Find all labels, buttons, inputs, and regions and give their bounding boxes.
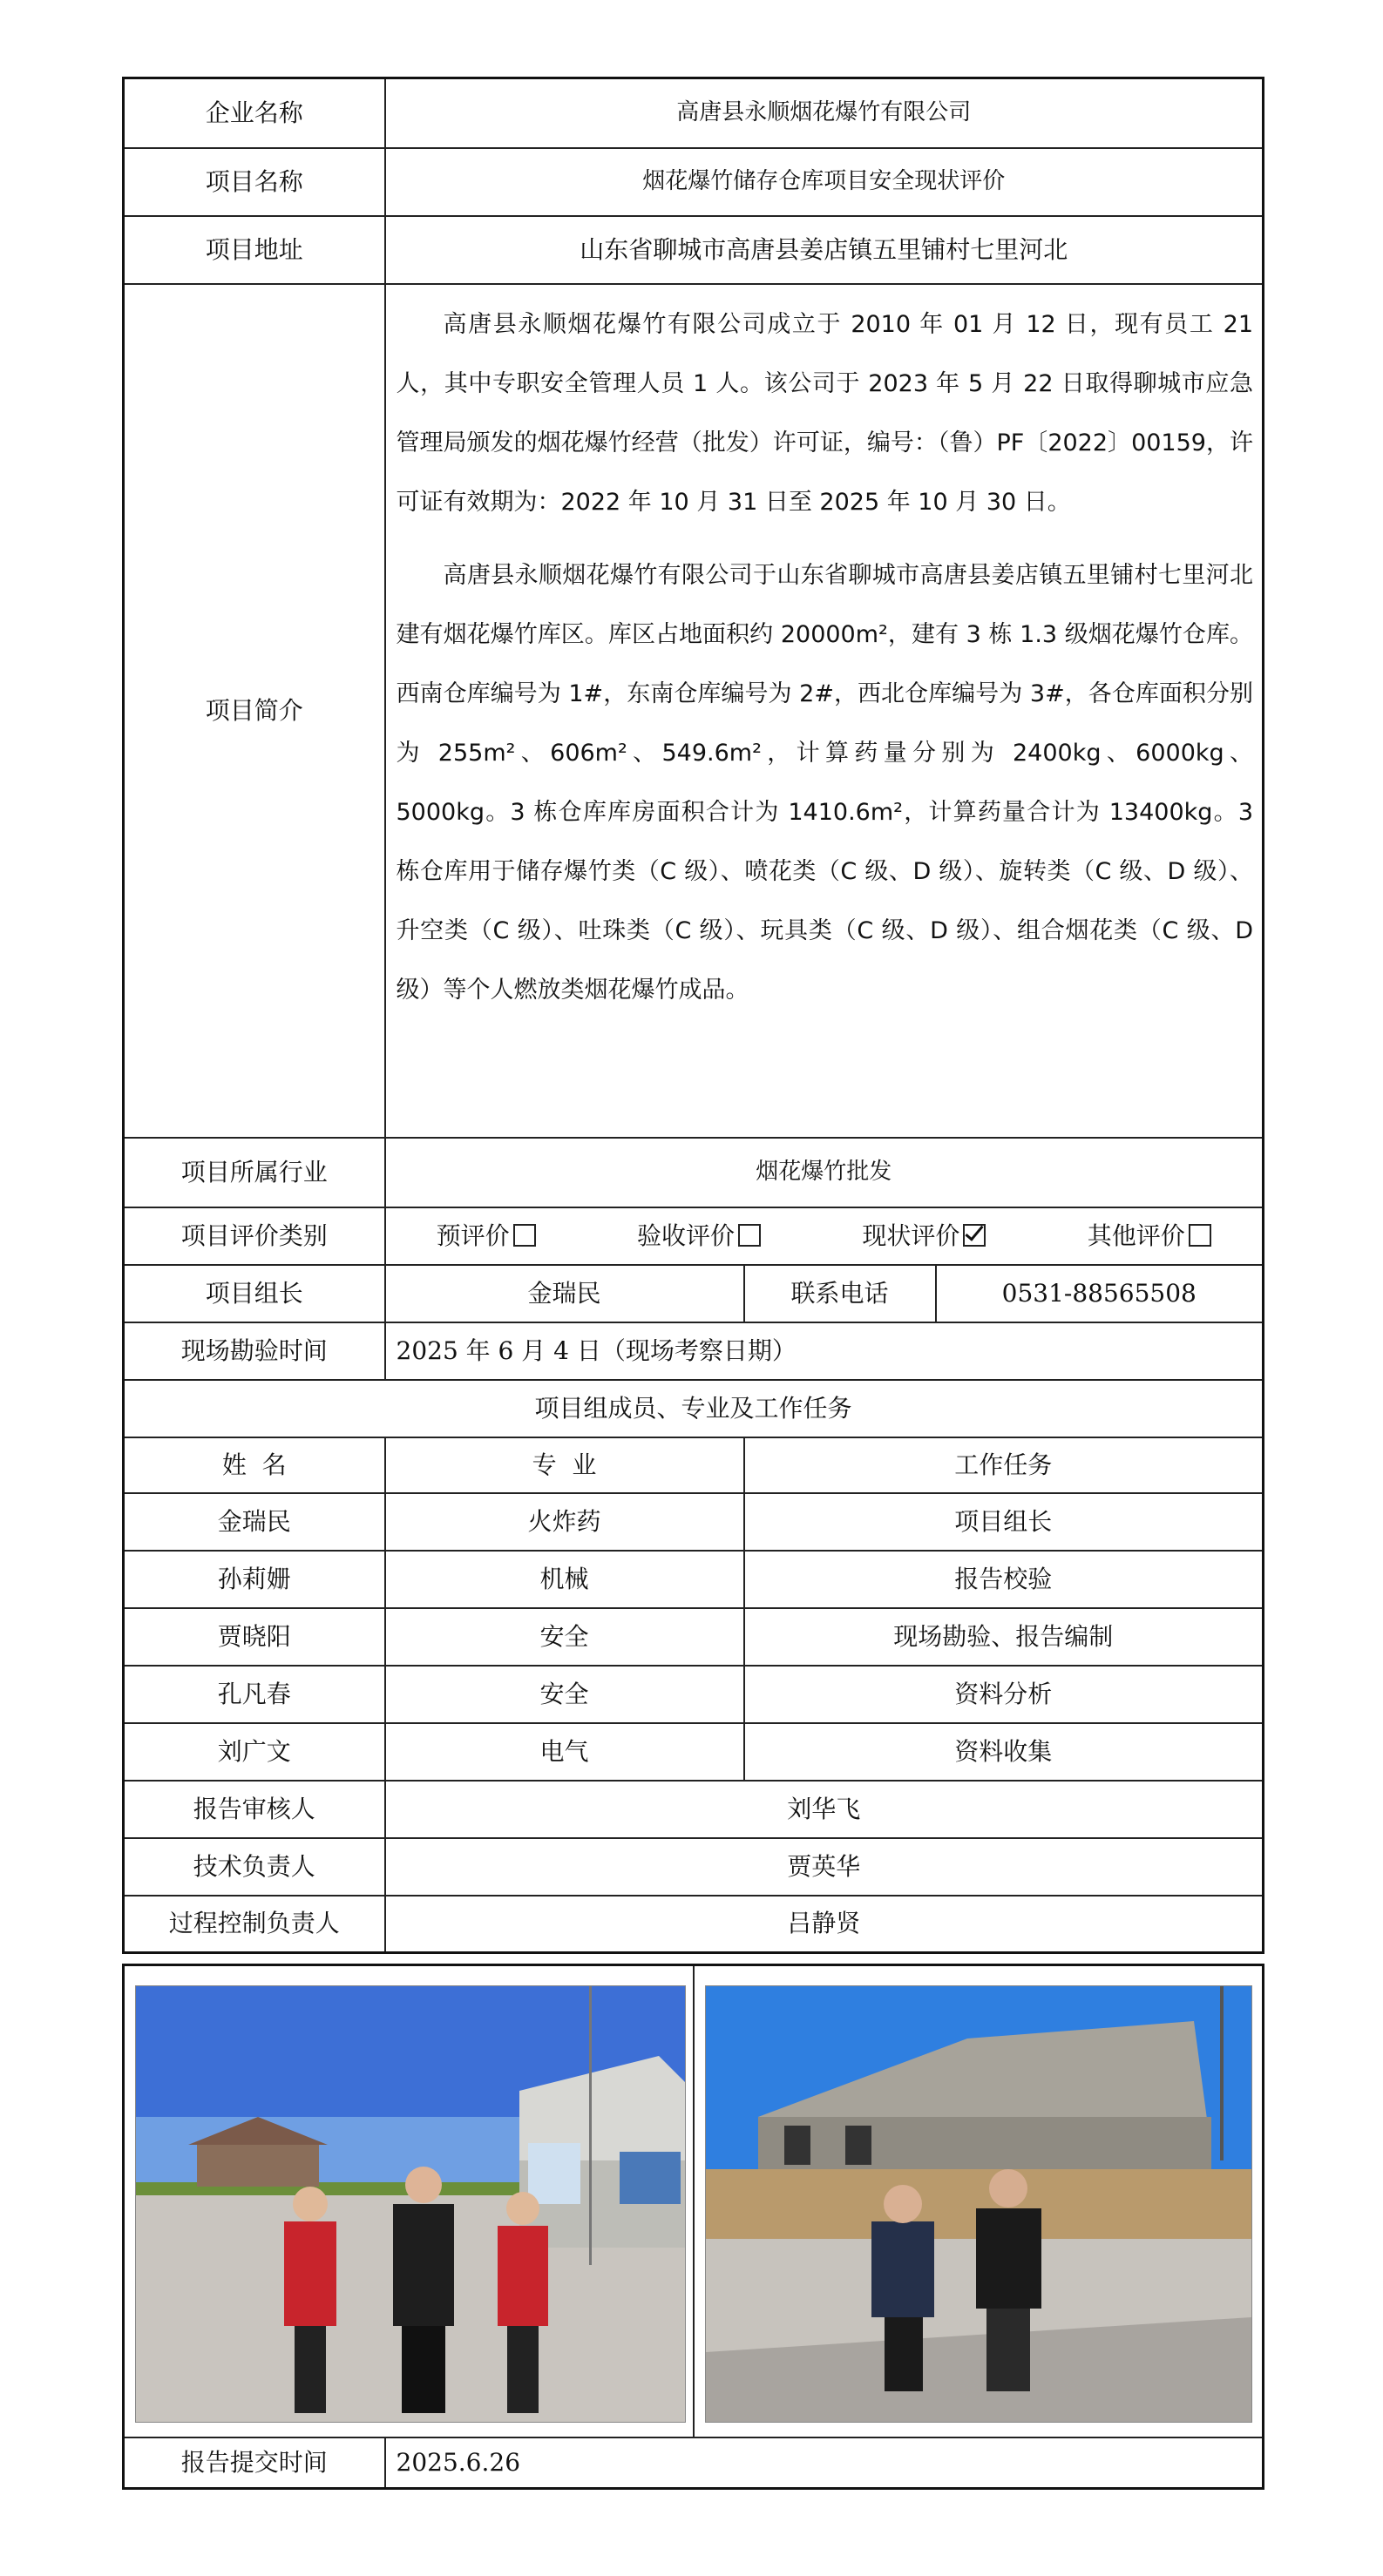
photo-row bbox=[124, 1965, 1264, 2438]
row-submit-time bbox=[124, 2437, 1264, 2488]
submit-time-value: 2025.6.26 bbox=[385, 2437, 1264, 2488]
project-intro-text bbox=[385, 284, 1264, 1138]
team-member-row bbox=[124, 1666, 1264, 1723]
member-task: 资料分析 bbox=[744, 1666, 1264, 1723]
member-major: 火炸药 bbox=[385, 1493, 744, 1551]
eval-option-other[interactable]: 其他评价 bbox=[1088, 1221, 1211, 1251]
eval-option-pre[interactable]: 预评价 bbox=[437, 1221, 536, 1251]
industry-label: 项目所属行业 bbox=[124, 1138, 385, 1207]
member-major: 机械 bbox=[385, 1551, 744, 1608]
enterprise-value: 高唐县永顺烟花爆竹有限公司 bbox=[385, 78, 1264, 148]
tech-lead-label: 技术负责人 bbox=[124, 1838, 385, 1896]
eval-option-acceptance[interactable]: 验收评价 bbox=[637, 1221, 761, 1251]
team-section-title: 项目组成员、专业及工作任务 bbox=[124, 1380, 1264, 1437]
row-survey-time bbox=[124, 1322, 1264, 1380]
row-enterprise bbox=[124, 78, 1264, 148]
survey-time-value: 2025 年 6 月 4 日（现场考察日期） bbox=[385, 1322, 1264, 1380]
member-name: 刘广文 bbox=[124, 1723, 385, 1781]
team-member-row bbox=[124, 1608, 1264, 1666]
industry-value: 烟花爆竹批发 bbox=[385, 1138, 1264, 1207]
member-major: 电气 bbox=[385, 1723, 744, 1781]
eval-type-options bbox=[385, 1207, 1264, 1265]
project-intro-label: 项目简介 bbox=[124, 284, 385, 1138]
checkbox-checked-icon[interactable] bbox=[963, 1224, 986, 1247]
enterprise-label: 企业名称 bbox=[124, 78, 385, 148]
site-photo-right bbox=[694, 1965, 1264, 2438]
intro-paragraph-2: 高唐县永顺烟花爆竹有限公司于山东省聊城市高唐县姜店镇五里铺村七里河北建有烟花爆竹库区。库区占地面积约 20000m²，建有 3 栋 1.3 级烟花爆竹仓库。西南仓库编号为 1#，东南仓库编号为 2#，西北仓库编号为 3#，各仓库面积分别为 255m²、606m²、549.6m²，计算药量分别为 2400kg、6000kg、5000kg。3 栋仓库库房面积合计为 1410.6m²，计算药量合计为 13400kg。3 栋仓库用于储存爆竹类（C 级）、喷花类（C 级、D 级）、旋转类（C 级、D 级）、升空类（C 级）、吐珠类（C 级）、玩具类（C 级、D 级）、组合烟花类（C 级、D 级）等个人燃放类烟花爆竹成品。 bbox=[396, 561, 1254, 1004]
member-major: 安全 bbox=[385, 1608, 744, 1666]
member-task: 资料收集 bbox=[744, 1723, 1264, 1781]
row-tech-lead bbox=[124, 1838, 1264, 1896]
eval-option-status[interactable]: 现状评价 bbox=[862, 1221, 986, 1251]
photo-two-inspectors bbox=[705, 1985, 1252, 2423]
row-project-intro bbox=[124, 284, 1264, 1138]
team-member-row bbox=[124, 1493, 1264, 1551]
submit-time-label: 报告提交时间 bbox=[124, 2437, 385, 2488]
photo-three-inspectors bbox=[135, 1985, 686, 2423]
intro-paragraph-1: 高唐县永顺烟花爆竹有限公司成立于 2010 年 01 月 12 日，现有员工 21 人，其中专职安全管理人员 1 人。该公司于 2023 年 5 月 22 日取得聊城市应急管理局颁发的烟花爆竹经营（批发）许可证，编号：（鲁）PF〔2022〕00159，许可证有效期为：2022 年 10 月 31 日至 2025 年 10 月 30 日。 bbox=[396, 310, 1254, 516]
member-name: 贾晓阳 bbox=[124, 1608, 385, 1666]
project-name-value: 烟花爆竹储存仓库项目安全现状评价 bbox=[385, 148, 1264, 216]
member-task: 项目组长 bbox=[744, 1493, 1264, 1551]
checkbox-icon[interactable] bbox=[1189, 1224, 1211, 1247]
site-photo-table bbox=[122, 1964, 1264, 2490]
reviewer-value: 刘华飞 bbox=[385, 1781, 1264, 1838]
header-major: 专 业 bbox=[385, 1437, 744, 1493]
project-address-label: 项目地址 bbox=[124, 216, 385, 284]
team-leader-value: 金瑞民 bbox=[385, 1265, 744, 1322]
phone-value: 0531-88565508 bbox=[936, 1265, 1264, 1322]
project-name-label: 项目名称 bbox=[124, 148, 385, 216]
process-control-value: 吕静贤 bbox=[385, 1896, 1264, 1953]
project-info-table bbox=[122, 77, 1264, 1954]
row-team-section-title bbox=[124, 1380, 1264, 1437]
team-member-row bbox=[124, 1551, 1264, 1608]
header-name: 姓 名 bbox=[124, 1437, 385, 1493]
reviewer-label: 报告审核人 bbox=[124, 1781, 385, 1838]
member-task: 现场勘验、报告编制 bbox=[744, 1608, 1264, 1666]
member-name: 金瑞民 bbox=[124, 1493, 385, 1551]
checkbox-icon[interactable] bbox=[513, 1224, 536, 1247]
member-name: 孙莉姗 bbox=[124, 1551, 385, 1608]
process-control-label: 过程控制负责人 bbox=[124, 1896, 385, 1953]
row-project-name bbox=[124, 148, 1264, 216]
member-task: 报告校验 bbox=[744, 1551, 1264, 1608]
tech-lead-value: 贾英华 bbox=[385, 1838, 1264, 1896]
team-member-row bbox=[124, 1723, 1264, 1781]
checkbox-icon[interactable] bbox=[738, 1224, 761, 1247]
eval-type-label: 项目评价类别 bbox=[124, 1207, 385, 1265]
project-address-value: 山东省聊城市高唐县姜店镇五里铺村七里河北 bbox=[385, 216, 1264, 284]
header-task: 工作任务 bbox=[744, 1437, 1264, 1493]
team-leader-label: 项目组长 bbox=[124, 1265, 385, 1322]
survey-time-label: 现场勘验时间 bbox=[124, 1322, 385, 1380]
row-project-address bbox=[124, 216, 1264, 284]
member-major: 安全 bbox=[385, 1666, 744, 1723]
row-eval-type bbox=[124, 1207, 1264, 1265]
row-industry bbox=[124, 1138, 1264, 1207]
site-photo-left bbox=[124, 1965, 694, 2438]
member-name: 孔凡春 bbox=[124, 1666, 385, 1723]
row-reviewer bbox=[124, 1781, 1264, 1838]
row-team-leader bbox=[124, 1265, 1264, 1322]
row-process-control bbox=[124, 1896, 1264, 1953]
phone-label: 联系电话 bbox=[744, 1265, 936, 1322]
team-header-row bbox=[124, 1437, 1264, 1493]
